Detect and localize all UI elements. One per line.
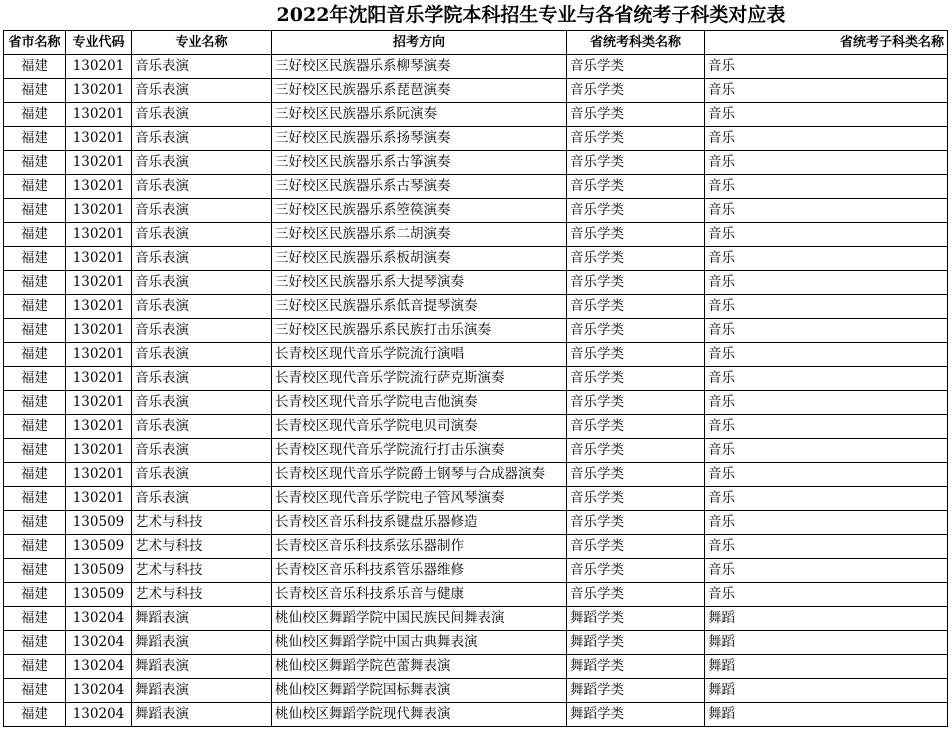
cell-category: 音乐学类 xyxy=(567,55,705,79)
cell-direction: 桃仙校区舞蹈学院中国民族民间舞表演 xyxy=(272,607,567,631)
cell-direction: 长青校区音乐科技系管乐器维修 xyxy=(272,559,567,583)
table-row xyxy=(4,151,948,175)
table-row xyxy=(4,55,948,79)
cell-province: 福建 xyxy=(4,247,66,271)
cell-major: 音乐表演 xyxy=(132,55,272,79)
cell-subcategory: 音乐 xyxy=(705,103,948,127)
cell-major: 艺术与科技 xyxy=(132,583,272,607)
cell-major: 音乐表演 xyxy=(132,271,272,295)
cell-category: 音乐学类 xyxy=(567,487,705,511)
cell-direction: 桃仙校区舞蹈学院现代舞表演 xyxy=(272,703,567,727)
header-direction: 招考方向 xyxy=(272,31,567,55)
cell-direction: 长青校区现代音乐学院爵士钢琴与合成器演奏 xyxy=(272,463,567,487)
cell-category: 音乐学类 xyxy=(567,343,705,367)
table-row xyxy=(4,463,948,487)
table-row xyxy=(4,175,948,199)
table-row xyxy=(4,631,948,655)
cell-major: 音乐表演 xyxy=(132,439,272,463)
cell-subcategory: 音乐 xyxy=(705,223,948,247)
cell-province: 福建 xyxy=(4,679,66,703)
cell-category: 音乐学类 xyxy=(567,271,705,295)
cell-category: 舞蹈学类 xyxy=(567,679,705,703)
cell-direction: 桃仙校区舞蹈学院中国古典舞表演 xyxy=(272,631,567,655)
cell-major: 音乐表演 xyxy=(132,151,272,175)
cell-major: 音乐表演 xyxy=(132,199,272,223)
cell-subcategory: 音乐 xyxy=(705,367,948,391)
cell-direction: 三好校区民族器乐系阮演奏 xyxy=(272,103,567,127)
cell-province: 福建 xyxy=(4,559,66,583)
cell-major: 音乐表演 xyxy=(132,463,272,487)
cell-direction: 长青校区音乐科技系键盘乐器修造 xyxy=(272,511,567,535)
cell-province: 福建 xyxy=(4,271,66,295)
table-row xyxy=(4,535,948,559)
table-row xyxy=(4,439,948,463)
cell-category: 音乐学类 xyxy=(567,535,705,559)
cell-major: 音乐表演 xyxy=(132,487,272,511)
cell-direction: 长青校区现代音乐学院流行萨克斯演奏 xyxy=(272,367,567,391)
cell-province: 福建 xyxy=(4,511,66,535)
cell-subcategory: 舞蹈 xyxy=(705,607,948,631)
cell-province: 福建 xyxy=(4,463,66,487)
cell-province: 福建 xyxy=(4,127,66,151)
cell-province: 福建 xyxy=(4,223,66,247)
cell-subcategory: 音乐 xyxy=(705,295,948,319)
table-row xyxy=(4,247,948,271)
cell-direction: 三好校区民族器乐系古筝演奏 xyxy=(272,151,567,175)
cell-category: 音乐学类 xyxy=(567,223,705,247)
cell-subcategory: 音乐 xyxy=(705,151,948,175)
enrollment-table xyxy=(3,30,948,727)
cell-code: 130201 xyxy=(66,223,132,247)
cell-code: 130201 xyxy=(66,463,132,487)
cell-direction: 桃仙校区舞蹈学院芭蕾舞表演 xyxy=(272,655,567,679)
cell-code: 130201 xyxy=(66,79,132,103)
cell-subcategory: 音乐 xyxy=(705,175,948,199)
cell-major: 舞蹈表演 xyxy=(132,631,272,655)
cell-major: 音乐表演 xyxy=(132,343,272,367)
cell-subcategory: 音乐 xyxy=(705,439,948,463)
table-row xyxy=(4,295,948,319)
cell-code: 130201 xyxy=(66,55,132,79)
cell-code: 130204 xyxy=(66,607,132,631)
cell-subcategory: 舞蹈 xyxy=(705,631,948,655)
cell-major: 艺术与科技 xyxy=(132,535,272,559)
table-header-row xyxy=(4,31,948,55)
cell-direction: 三好校区民族器乐系箜篌演奏 xyxy=(272,199,567,223)
cell-subcategory: 音乐 xyxy=(705,415,948,439)
cell-subcategory: 音乐 xyxy=(705,391,948,415)
cell-subcategory: 舞蹈 xyxy=(705,679,948,703)
cell-major: 音乐表演 xyxy=(132,367,272,391)
table-row xyxy=(4,607,948,631)
cell-subcategory: 音乐 xyxy=(705,271,948,295)
cell-direction: 三好校区民族器乐系二胡演奏 xyxy=(272,223,567,247)
header-major: 专业名称 xyxy=(132,31,272,55)
table-row xyxy=(4,655,948,679)
cell-code: 130201 xyxy=(66,127,132,151)
cell-category: 音乐学类 xyxy=(567,583,705,607)
cell-direction: 长青校区现代音乐学院流行演唱 xyxy=(272,343,567,367)
table-row xyxy=(4,103,948,127)
cell-category: 音乐学类 xyxy=(567,79,705,103)
cell-direction: 长青校区现代音乐学院电贝司演奏 xyxy=(272,415,567,439)
cell-category: 音乐学类 xyxy=(567,391,705,415)
cell-direction: 长青校区现代音乐学院流行打击乐演奏 xyxy=(272,439,567,463)
cell-code: 130204 xyxy=(66,679,132,703)
cell-code: 130201 xyxy=(66,175,132,199)
cell-direction: 三好校区民族器乐系大提琴演奏 xyxy=(272,271,567,295)
cell-category: 音乐学类 xyxy=(567,103,705,127)
table-row xyxy=(4,703,948,727)
table-row xyxy=(4,127,948,151)
table-row xyxy=(4,271,948,295)
cell-province: 福建 xyxy=(4,439,66,463)
cell-code: 130509 xyxy=(66,511,132,535)
cell-province: 福建 xyxy=(4,199,66,223)
cell-province: 福建 xyxy=(4,607,66,631)
table-row xyxy=(4,79,948,103)
cell-category: 舞蹈学类 xyxy=(567,655,705,679)
cell-code: 130201 xyxy=(66,247,132,271)
cell-direction: 三好校区民族器乐系扬琴演奏 xyxy=(272,127,567,151)
cell-province: 福建 xyxy=(4,487,66,511)
cell-code: 130509 xyxy=(66,535,132,559)
cell-province: 福建 xyxy=(4,415,66,439)
cell-code: 130201 xyxy=(66,391,132,415)
cell-direction: 三好校区民族器乐系琵琶演奏 xyxy=(272,79,567,103)
cell-major: 舞蹈表演 xyxy=(132,703,272,727)
cell-category: 音乐学类 xyxy=(567,463,705,487)
table-row xyxy=(4,319,948,343)
cell-province: 福建 xyxy=(4,151,66,175)
cell-subcategory: 音乐 xyxy=(705,319,948,343)
table-row xyxy=(4,199,948,223)
cell-code: 130204 xyxy=(66,631,132,655)
cell-category: 音乐学类 xyxy=(567,511,705,535)
cell-direction: 长青校区音乐科技系弦乐器制作 xyxy=(272,535,567,559)
cell-code: 130201 xyxy=(66,271,132,295)
cell-province: 福建 xyxy=(4,703,66,727)
cell-major: 音乐表演 xyxy=(132,415,272,439)
cell-subcategory: 音乐 xyxy=(705,463,948,487)
cell-code: 130201 xyxy=(66,319,132,343)
cell-direction: 三好校区民族器乐系民族打击乐演奏 xyxy=(272,319,567,343)
table-row xyxy=(4,511,948,535)
cell-category: 音乐学类 xyxy=(567,127,705,151)
cell-subcategory: 音乐 xyxy=(705,199,948,223)
cell-category: 舞蹈学类 xyxy=(567,631,705,655)
cell-direction: 三好校区民族器乐系柳琴演奏 xyxy=(272,55,567,79)
cell-category: 舞蹈学类 xyxy=(567,703,705,727)
cell-province: 福建 xyxy=(4,655,66,679)
header-subcategory: 省统考子科类名称 xyxy=(705,31,948,55)
cell-province: 福建 xyxy=(4,391,66,415)
cell-subcategory: 音乐 xyxy=(705,583,948,607)
cell-subcategory: 音乐 xyxy=(705,535,948,559)
cell-category: 音乐学类 xyxy=(567,559,705,583)
cell-code: 130201 xyxy=(66,199,132,223)
cell-code: 130201 xyxy=(66,487,132,511)
cell-category: 音乐学类 xyxy=(567,439,705,463)
cell-subcategory: 音乐 xyxy=(705,559,948,583)
cell-subcategory: 音乐 xyxy=(705,55,948,79)
cell-major: 音乐表演 xyxy=(132,103,272,127)
header-province: 省市名称 xyxy=(4,31,66,55)
cell-province: 福建 xyxy=(4,631,66,655)
table-row xyxy=(4,367,948,391)
cell-code: 130201 xyxy=(66,343,132,367)
cell-code: 130201 xyxy=(66,439,132,463)
cell-code: 130201 xyxy=(66,415,132,439)
cell-category: 音乐学类 xyxy=(567,175,705,199)
header-code: 专业代码 xyxy=(66,31,132,55)
cell-major: 音乐表演 xyxy=(132,247,272,271)
cell-direction: 三好校区民族器乐系板胡演奏 xyxy=(272,247,567,271)
cell-code: 130201 xyxy=(66,367,132,391)
cell-province: 福建 xyxy=(4,175,66,199)
cell-province: 福建 xyxy=(4,343,66,367)
cell-major: 音乐表演 xyxy=(132,175,272,199)
table-row xyxy=(4,223,948,247)
cell-category: 音乐学类 xyxy=(567,151,705,175)
cell-major: 舞蹈表演 xyxy=(132,607,272,631)
cell-direction: 长青校区现代音乐学院电子管风琴演奏 xyxy=(272,487,567,511)
table-row xyxy=(4,343,948,367)
cell-code: 130204 xyxy=(66,655,132,679)
cell-direction: 长青校区现代音乐学院电吉他演奏 xyxy=(272,391,567,415)
cell-province: 福建 xyxy=(4,79,66,103)
cell-category: 音乐学类 xyxy=(567,199,705,223)
cell-code: 130201 xyxy=(66,103,132,127)
cell-major: 音乐表演 xyxy=(132,295,272,319)
cell-direction: 三好校区民族器乐系古琴演奏 xyxy=(272,175,567,199)
cell-province: 福建 xyxy=(4,103,66,127)
cell-major: 音乐表演 xyxy=(132,79,272,103)
cell-province: 福建 xyxy=(4,55,66,79)
cell-category: 音乐学类 xyxy=(567,415,705,439)
cell-subcategory: 舞蹈 xyxy=(705,703,948,727)
cell-subcategory: 音乐 xyxy=(705,127,948,151)
cell-code: 130201 xyxy=(66,151,132,175)
cell-category: 音乐学类 xyxy=(567,367,705,391)
cell-province: 福建 xyxy=(4,319,66,343)
cell-subcategory: 音乐 xyxy=(705,343,948,367)
cell-subcategory: 音乐 xyxy=(705,487,948,511)
table-body xyxy=(4,55,948,727)
cell-major: 艺术与科技 xyxy=(132,559,272,583)
cell-subcategory: 舞蹈 xyxy=(705,655,948,679)
cell-province: 福建 xyxy=(4,367,66,391)
cell-code: 130201 xyxy=(66,295,132,319)
page-title: 2022年沈阳音乐学院本科招生专业与各省统考子科类对应表 xyxy=(276,4,786,26)
cell-code: 130509 xyxy=(66,583,132,607)
cell-category: 音乐学类 xyxy=(567,247,705,271)
cell-direction: 三好校区民族器乐系低音提琴演奏 xyxy=(272,295,567,319)
cell-province: 福建 xyxy=(4,535,66,559)
cell-major: 舞蹈表演 xyxy=(132,679,272,703)
cell-code: 130204 xyxy=(66,703,132,727)
cell-category: 音乐学类 xyxy=(567,295,705,319)
table-row xyxy=(4,679,948,703)
cell-subcategory: 音乐 xyxy=(705,247,948,271)
cell-subcategory: 音乐 xyxy=(705,79,948,103)
table-row xyxy=(4,487,948,511)
cell-major: 艺术与科技 xyxy=(132,511,272,535)
header-category: 省统考科类名称 xyxy=(567,31,705,55)
cell-direction: 长青校区音乐科技系乐音与健康 xyxy=(272,583,567,607)
cell-province: 福建 xyxy=(4,583,66,607)
cell-major: 音乐表演 xyxy=(132,223,272,247)
cell-major: 音乐表演 xyxy=(132,391,272,415)
cell-code: 130509 xyxy=(66,559,132,583)
table-row xyxy=(4,391,948,415)
table-row xyxy=(4,415,948,439)
cell-major: 舞蹈表演 xyxy=(132,655,272,679)
cell-subcategory: 音乐 xyxy=(705,511,948,535)
cell-major: 音乐表演 xyxy=(132,127,272,151)
cell-category: 音乐学类 xyxy=(567,319,705,343)
table-row xyxy=(4,559,948,583)
cell-category: 舞蹈学类 xyxy=(567,607,705,631)
table-row xyxy=(4,583,948,607)
cell-province: 福建 xyxy=(4,295,66,319)
cell-direction: 桃仙校区舞蹈学院国标舞表演 xyxy=(272,679,567,703)
cell-major: 音乐表演 xyxy=(132,319,272,343)
